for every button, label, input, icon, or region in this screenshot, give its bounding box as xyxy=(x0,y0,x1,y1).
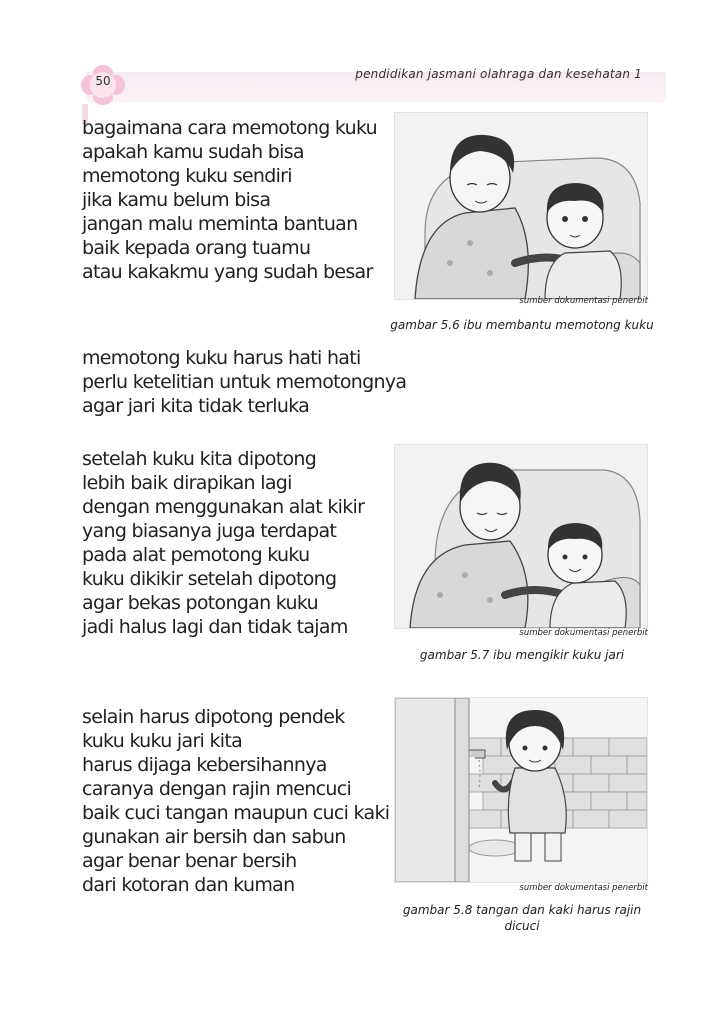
mother-filing-nails-illustration xyxy=(395,445,647,628)
text-line: jangan malu meminta bantuan xyxy=(82,213,358,235)
figure-caption: gambar 5.7 ibu mengikir kuku jari xyxy=(419,648,625,662)
figure-child-washing xyxy=(394,697,648,883)
paragraph-4 xyxy=(82,705,389,897)
text-line: jadi halus lagi dan tidak tajam xyxy=(82,616,348,638)
text-line: apakah kamu sudah bisa xyxy=(82,141,304,163)
caption-line: gambar 5.8 tangan dan kaki harus rajin xyxy=(402,903,642,917)
text-line: yang biasanya juga terdapat xyxy=(82,520,337,542)
child-washing-illustration xyxy=(395,698,647,882)
figure-source: sumber dokumentasi penerbit xyxy=(519,883,648,893)
text-line: kuku dikikir setelah dipotong xyxy=(82,568,337,590)
text-line: atau kakakmu yang sudah besar xyxy=(82,261,373,283)
text-line: memotong kuku harus hati hati xyxy=(82,347,361,369)
mother-cutting-nails-illustration xyxy=(395,113,647,299)
text-line: setelah kuku kita dipotong xyxy=(82,448,317,470)
figure-caption: gambar 5.6 ibu membantu memotong kuku xyxy=(390,318,654,332)
book-title: pendidikan jasmani olahraga dan kesehatan 1 xyxy=(355,67,642,81)
text-line: agar benar benar bersih xyxy=(82,850,297,872)
text-line: kuku kuku jari kita xyxy=(82,730,243,752)
text-line: lebih baik dirapikan lagi xyxy=(82,472,292,494)
text-line: agar jari kita tidak terluka xyxy=(82,395,310,417)
text-line: baik kepada orang tuamu xyxy=(82,237,311,259)
figure-mother-cutting-nails xyxy=(394,112,648,300)
text-line: pada alat pemotong kuku xyxy=(82,544,310,566)
paragraph-2 xyxy=(82,346,406,418)
text-line: dari kotoran dan kuman xyxy=(82,874,295,896)
page-number: 50 xyxy=(95,74,111,88)
figure-source: sumber dokumentasi penerbit xyxy=(519,628,648,638)
text-line: agar bekas potongan kuku xyxy=(82,592,318,614)
figure-source: sumber dokumentasi penerbit xyxy=(519,296,648,306)
figure-mother-filing-nails xyxy=(394,444,648,629)
text-line: gunakan air bersih dan sabun xyxy=(82,826,346,848)
text-line: harus dijaga kebersihannya xyxy=(82,754,327,776)
paragraph-1 xyxy=(82,116,377,284)
text-line: dengan menggunakan alat kikir xyxy=(82,496,365,518)
text-line: baik cuci tangan maupun cuci kaki xyxy=(82,802,390,824)
caption-line: dicuci xyxy=(504,919,540,933)
text-line: perlu ketelitian untuk memotongnya xyxy=(82,371,407,393)
text-line: jika kamu belum bisa xyxy=(82,189,271,211)
paragraph-3 xyxy=(82,447,364,639)
figure-caption xyxy=(392,902,652,934)
text-line: memotong kuku sendiri xyxy=(82,165,292,187)
text-line: caranya dengan rajin mencuci xyxy=(82,778,352,800)
text-line: bagaimana cara memotong kuku xyxy=(82,117,378,139)
text-line: selain harus dipotong pendek xyxy=(82,706,345,728)
